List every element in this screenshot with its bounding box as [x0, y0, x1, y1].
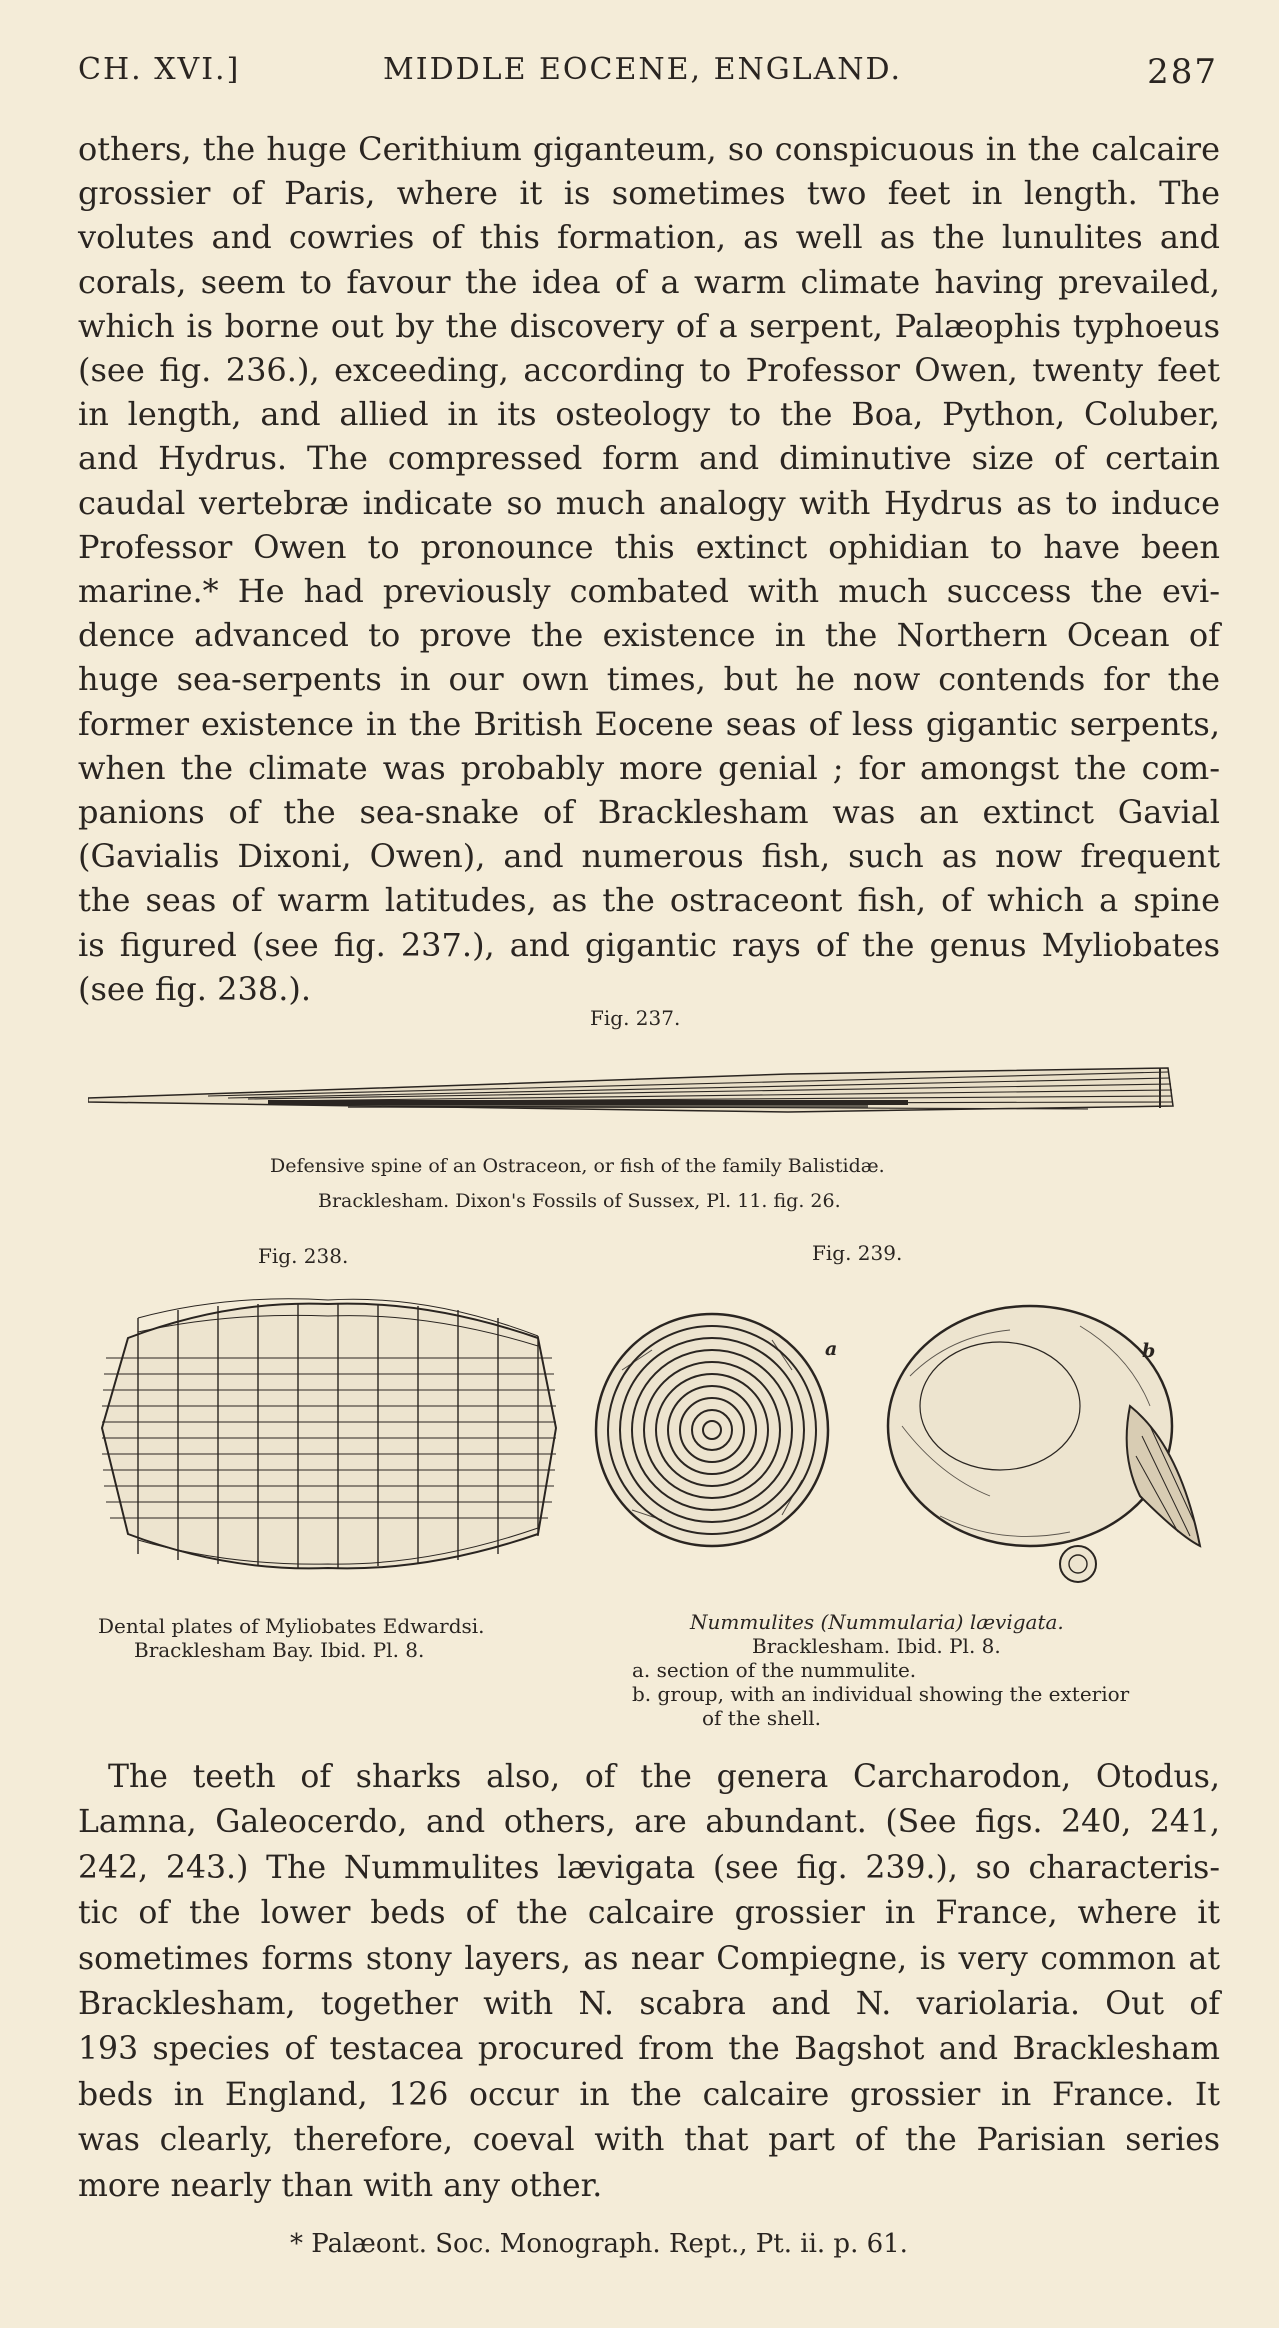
text-line: grossier of Paris, where it is sometimes two feet in length. The — [78, 174, 1220, 213]
text-line: Professor Owen to pronounce this extinct ophidian to have been — [78, 527, 1220, 566]
fig-239-letter-b: b — [1142, 1340, 1156, 1362]
text-line: and Hydrus. The compressed form and diminutive size of certain — [78, 439, 1220, 478]
nummulite-group-illustration — [880, 1296, 1210, 1586]
body-paragraph-2 — [78, 1755, 1220, 2209]
fig-238-caption-line1: Dental plates of Myliobates Edwardsi. — [98, 1614, 485, 1638]
fig-237-label: Fig. 237. — [590, 1006, 681, 1030]
text-line: Bracklesham, together with N. scabra and N. variolaria. Out of — [78, 1986, 1220, 2023]
text-line: marine.* He had previously combated with much success the evi- — [78, 572, 1220, 611]
fig-239-label: Fig. 239. — [812, 1241, 903, 1265]
fig-237-caption-line2: Bracklesham. Dixon's Fossils of Sussex, Pl. 11. fig. 26. — [318, 1190, 841, 1212]
text-line: volutes and cowries of this formation, as well as the lunulites and — [78, 218, 1220, 257]
fig-239-caption-line1: Nummulites (Nummularia) lævigata. — [690, 1610, 1064, 1634]
text-line: huge sea-serpents in our own times, but he now contends for the — [78, 660, 1220, 699]
text-line: the seas of warm latitudes, as the ostraceont fish, of which a spine — [78, 881, 1220, 920]
text-line: sometimes forms stony layers, as near Compiegne, is very common at — [78, 1940, 1220, 1977]
text-line: is figured (see fig. 237.), and gigantic rays of the genus Myliobates — [78, 925, 1220, 964]
text-line: Lamna, Galeocerdo, and others, are abundant. (See figs. 240, 241, — [78, 1804, 1220, 1841]
text-line: which is borne out by the discovery of a serpent, Palæophis typhoeus — [78, 306, 1220, 345]
fig-238-label: Fig. 238. — [258, 1244, 349, 1268]
fig-237-caption-line1: Defensive spine of an Ostraceon, or fish of the family Balistidæ. — [270, 1155, 885, 1177]
fig-239-caption-line5: of the shell. — [702, 1706, 822, 1730]
running-header — [78, 52, 1218, 96]
text-line: (see fig. 236.), exceeding, according to Professor Owen, twenty feet — [78, 351, 1220, 390]
text-line: (see fig. 238.). — [78, 969, 312, 1008]
text-line: others, the huge Cerithium giganteum, so conspicuous in the calcaire — [78, 130, 1220, 168]
text-line: was clearly, therefore, coeval with that part of the Parisian series — [78, 2122, 1220, 2159]
text-line: corals, seem to favour the idea of a warm climate having prevailed, — [78, 262, 1220, 301]
text-line: 193 species of testacea procured from the Bagshot and Bracklesham — [78, 2031, 1220, 2068]
body-paragraph-1 — [78, 127, 1220, 1011]
fig-239-caption-line2: Bracklesham. Ibid. Pl. 8. — [752, 1634, 1001, 1658]
text-line: The teeth of sharks also, of the genera Carcharodon, Otodus, — [108, 1759, 1220, 1795]
text-line: dence advanced to prove the existence in the Northern Ocean of — [78, 616, 1220, 655]
page-number: 287 — [1147, 52, 1218, 92]
text-line: tic of the lower beds of the calcaire grossier in France, where it — [78, 1895, 1220, 1932]
text-line: in length, and allied in its osteology to the Boa, Python, Coluber, — [78, 395, 1220, 434]
fig-239-caption-line3: a. section of the nummulite. — [632, 1658, 917, 1682]
spine-illustration — [88, 1060, 1178, 1116]
fig-239-caption-line4: b. group, with an individual showing the exterior — [632, 1682, 1130, 1706]
text-line: when the climate was probably more genial ; for amongst the com- — [78, 748, 1220, 787]
text-line: panions of the sea-snake of Bracklesham was an extinct Gavial — [78, 793, 1220, 832]
chapter-label: CH. XVI.] — [78, 52, 241, 87]
text-line: beds in England, 126 occur in the calcaire grossier in France. It — [78, 2076, 1220, 2113]
running-title: MIDDLE EOCENE, ENGLAND. — [383, 52, 903, 87]
fig-238-caption-line2: Bracklesham Bay. Ibid. Pl. 8. — [134, 1638, 425, 1662]
text-line: more nearly than with any other. — [78, 2167, 603, 2204]
dental-plates-illustration — [98, 1298, 560, 1574]
text-line: former existence in the British Eocene seas of less gigantic serpents, — [78, 704, 1220, 743]
text-line: caudal vertebræ indicate so much analogy with Hydrus as to induce — [78, 483, 1220, 522]
footnote: * Palæont. Soc. Monograph. Rept., Pt. ii. p. 61. — [290, 2229, 908, 2259]
text-line: (Gavialis Dixoni, Owen), and numerous fish, such as now frequent — [78, 837, 1220, 876]
text-line: 242, 243.) The Nummulites lævigata (see fig. 239.), so characteris- — [78, 1849, 1220, 1886]
fig-239-letter-a: a — [825, 1338, 838, 1360]
nummulite-section-illustration — [592, 1310, 832, 1550]
